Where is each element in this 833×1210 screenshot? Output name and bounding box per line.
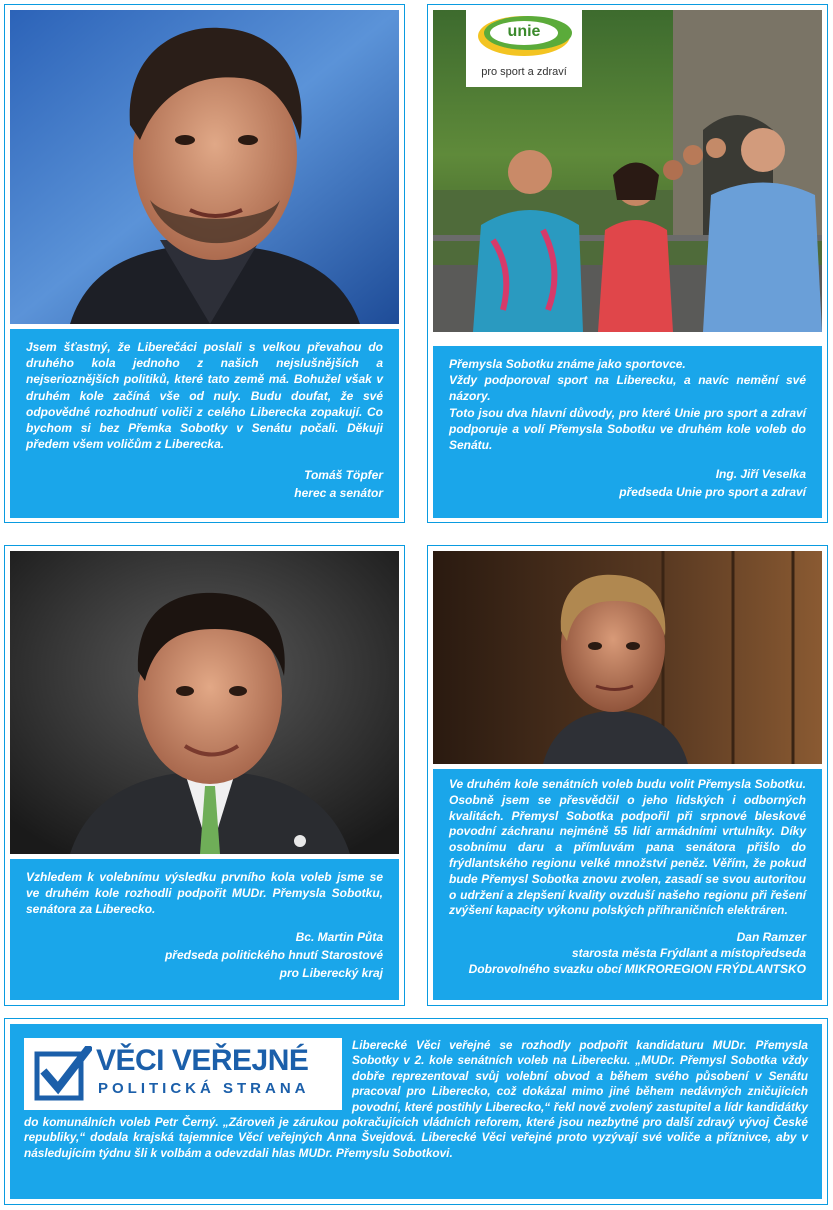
photo-dan-ramzer: [433, 551, 822, 764]
panel-topfer: [4, 4, 405, 523]
photo-martin-puta: [10, 551, 399, 854]
signature-name: Dan Ramzer: [736, 930, 806, 945]
logo-unie-word: unie: [507, 23, 541, 40]
photo-tomas-topfer: [10, 10, 399, 324]
logo-unie-tagline: pro sport a zdraví: [481, 66, 567, 78]
signature-role-line-2: Dobrovolného svazku obcí MIKROREGION FRÝDLANTSKO: [468, 962, 806, 977]
signature: [449, 929, 806, 977]
vv-logo-title: VĚCI VEŘEJNÉ: [96, 1044, 309, 1077]
quote-box-veselka: [433, 346, 822, 518]
quote-text: Ve druhém kole senátních voleb budu volit Přemysla Sobotku. Osobně jsem se přesvědčil o jeho lidských i odborných kvalitách. Přemysl Sobotka podpořil při srpnové bleskové povodní záchranu nejméně 55 lidí armádními vrtulníky. Díky osobnímu daru a přímluvám pana senátora přišlo do frýdlantského regionu velké množství peněz. Věřím, že pokud bude Přemysl Sobotka znovu zvolen, zasadí se svou autoritou o udržení a zlepšení kvality ovzduší našeho regionu při řešení zvýšení kapacity výkonu polských příhraničních elektráren.: [449, 777, 806, 918]
signature-name: Tomáš Töpfer: [304, 468, 383, 483]
signature-role-line-2: pro Liberecký kraj: [279, 965, 383, 980]
panel-puta: [4, 545, 405, 1006]
vv-logo-subtitle: POLITICKÁ STRANA: [98, 1080, 310, 1097]
signature-role: předseda Unie pro sport a zdraví: [619, 485, 806, 500]
quote-box-topfer: [10, 329, 399, 518]
logo-unie: [466, 10, 582, 87]
vv-box: [10, 1024, 822, 1199]
quote-text: Vzhledem k volebnímu výsledku prvního kola voleb jsme se ve druhém kole rozhodli podpořit MUDr. Přemysla Sobotku, senátora za Liberecko.: [26, 870, 383, 917]
quote-box-puta: [10, 859, 399, 1000]
signature-role-line-1: starosta města Frýdlant a místopředseda: [571, 946, 806, 961]
signature: [26, 928, 383, 982]
vv-text: Liberecké Věci veřejné se rozhodly podpořit kandidaturu MUDr. Přemysla Sobotky v 2. kole senátních voleb na Liberecku. „MUDr. Přemysl Sobotka vždy dobře reprezentoval svůj volební obvod a během svého působení v Senátu pracoval pro Liberecko, což dokázal mimo jiné během nedávných zničujících povodní, které postihly Liberecko,“ řekl nově zvolený zastupitel a lídr kandidátky do komunálních voleb Petr Černý. „Zároveň je zárukou pokračujících vládních reforem, které jsou nezbytné pro další zdravý vývoj České republiky,“ dodala krajská tajemnice Věcí veřejných Anna Švejdová. Liberecké Věci veřejné proto vyzývají své voliče a příznivce, aby v následujícím týdnu šli k volbám a odevzdali hlas MUDr. Přemyslu Sobotkovi.: [24, 1038, 808, 1160]
quote-line-2: Vždy podporoval sport na Liberecku, a navíc nemění své názory.: [449, 373, 806, 404]
signature-role: herec a senátor: [294, 486, 383, 501]
quote-line-3: Toto jsou dva hlavní důvody, pro které Unie pro sport a zdraví podporuje a volí Přemysla Sobotku ve druhém kole voleb do Senátu.: [449, 405, 806, 453]
photo-sport-group: [433, 10, 822, 332]
signature: [449, 465, 806, 501]
signature-name: Ing. Jiří Veselka: [715, 467, 806, 482]
panel-veci-verejne: [4, 1018, 828, 1205]
vv-logo: [24, 1038, 342, 1110]
panel-veselka: [427, 4, 828, 523]
checkbox-check-icon: [34, 1046, 92, 1102]
signature-name: Bc. Martin Půta: [295, 929, 383, 944]
quote-box-ramzer: [433, 769, 822, 1000]
quote-line-1: Přemysla Sobotku známe jako sportovce.: [449, 357, 686, 371]
signature: [26, 466, 383, 502]
panel-ramzer: [427, 545, 828, 1006]
signature-role-line-1: předseda politického hnutí Starostové: [164, 947, 383, 962]
quote-text: Jsem šťastný, že Liberečáci poslali s velkou převahou do druhého kola jednoho z našich nejslušnějších a nejserioznějších politiků, které tato země má. Bohužel však v druhém kole začíná vše od nuly. Budu doufat, že své odpovědné rozhodnutí voliči z celého Liberecka zopakují. Co bychom si bez Přemka Sobotky v Senátu počali. Děkuji předem všem voličům z Liberecka.: [26, 340, 383, 452]
